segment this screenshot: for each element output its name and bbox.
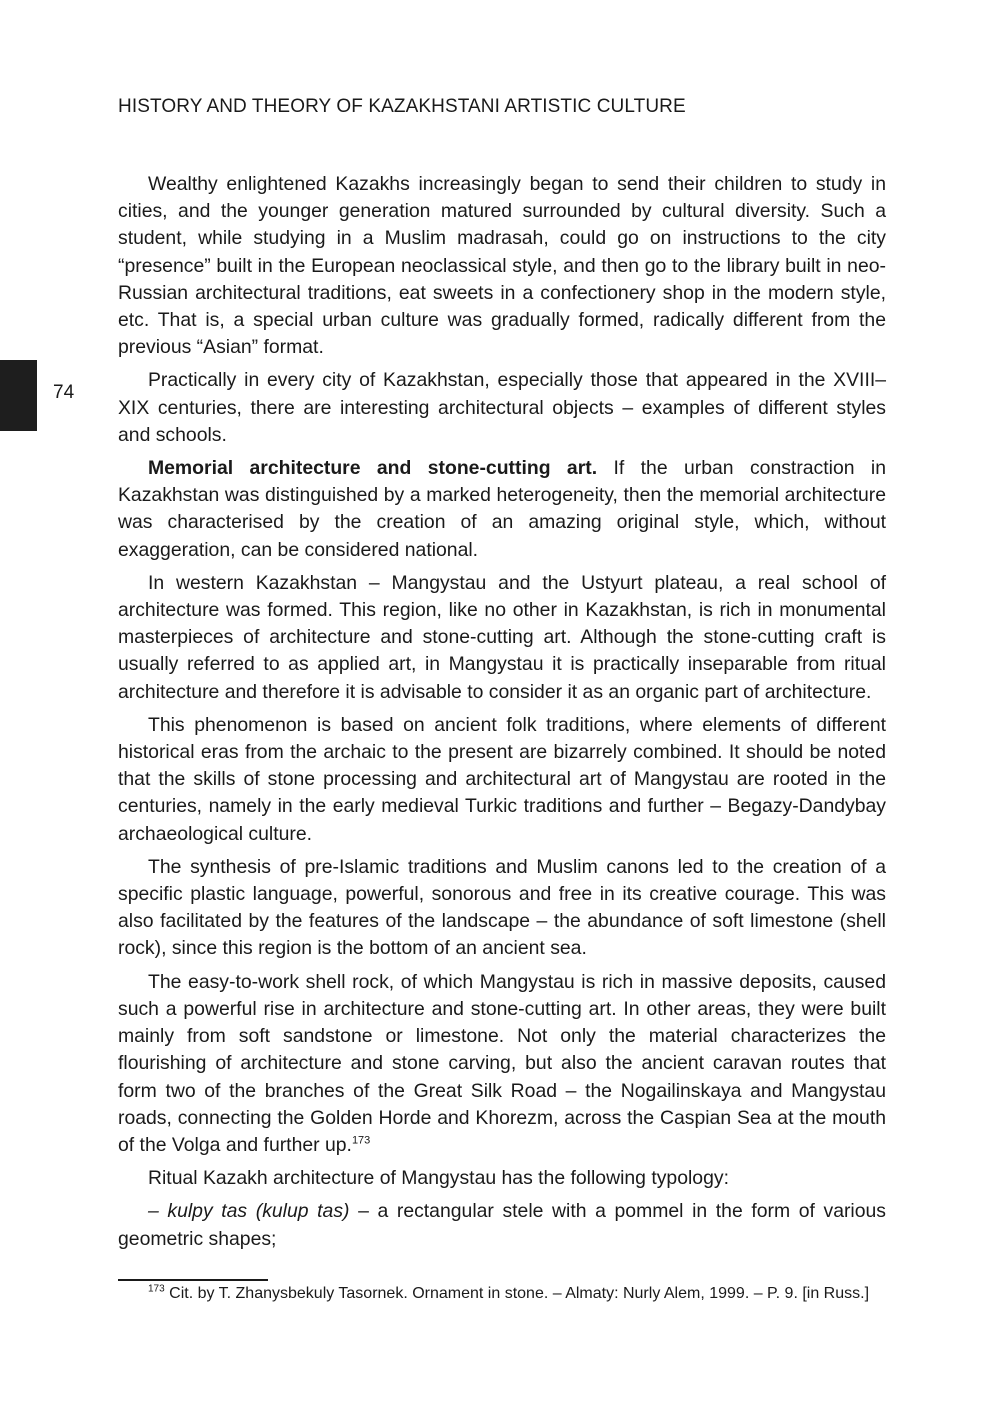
paragraph-shell-rock (118, 969, 886, 1159)
paragraph: This phenomenon is based on ancient folk traditions, where elements of different historical eras from the archaic to the present are bizarrely combined. It should be noted that the skills of stone processing and architectural art of Mangystau are rooted in the centuries, namely in the early medieval Turkic traditions and further – Begazy-Dandybay archaeological culture. (118, 713, 886, 845)
body-text (118, 171, 886, 1259)
typology-description: – a rectangular stele with a pommel in the form of various geometric shapes; (118, 1200, 887, 1250)
paragraph: In western Kazakhstan – Mangystau and the Ustyurt plateau, a real school of architecture was formed. This region, like no other in Kazakhstan, is rich in monumental masterpieces of architecture and stone-cutting art. Although the stone-cutting craft is usually referred to as applied art, in Mangystau it is practically inseparable from ritual architecture and therefore it is advisable to consider it as an organic part of architecture. (118, 571, 886, 703)
paragraph-text: If the urban constraction in Kazakhstan was distinguished by a marked heterogeneity, then the memorial architecture was characterised by the creation of an amazing original style, which, without exaggeration, can be considered national. (118, 457, 886, 561)
section-heading: Memorial architecture and stone-cutting art. (148, 457, 598, 480)
typology-dash: – (148, 1200, 168, 1223)
footnote-reference[interactable]: 173 (351, 1134, 371, 1147)
footnote-divider (118, 1279, 268, 1281)
page-edge-tab (0, 360, 37, 431)
paragraph-text: The easy-to-work shell rock, of which Mangystau is rich in massive deposits, caused such a powerful rise in architecture and stone-cutting art. In other areas, they were built mainly from soft sandstone or limestone. Not only the material characterizes the flourishing of architecture and stone carving, but also the ancient caravan routes that form two of the branches of the Great Silk Road – the Nogailinskaya and Mangystau roads, connecting the Golden Horde and Khorezm, across the Caspian Sea at the mouth of the Volga and further up. (118, 970, 886, 1156)
footnote-number: 173 (148, 1283, 165, 1295)
paragraph: Ritual Kazakh architecture of Mangystau has the following typology: (148, 1167, 729, 1190)
typology-term: kulpy tas (kulup tas) (167, 1200, 350, 1223)
page-number: 74 (53, 382, 75, 403)
typology-list-item (118, 1198, 886, 1252)
paragraph: The synthesis of pre-Islamic traditions and Muslim canons led to the creation of a specific plastic language, powerful, sonorous and free in its creative courage. This was also facilitated by the features of the landscape – the abundance of soft limestone (shell rock), since this region is the bottom of an ancient sea. (118, 855, 886, 960)
paragraph-memorial (118, 455, 886, 564)
footnote-text: Cit. by T. Zhanysbekuly Tasornek. Ornament in stone. – Almaty: Nurly Alem, 1999. – P. 9. [in Russ.] (164, 1285, 870, 1302)
running-header: HISTORY AND THEORY OF KAZAKHSTANI ARTISTIC CULTURE (118, 96, 686, 117)
paragraph: Practically in every city of Kazakhstan, especially those that appeared in the XVIII–XIX centuries, there are interesting architectural objects – examples of different styles and schools. (118, 369, 886, 446)
footnote (148, 1284, 888, 1304)
paragraph: Wealthy enlightened Kazakhs increasingly began to send their children to study in cities, and the younger generation matured surrounded by cultural diversity. Such a student, while studying in a Muslim madrasah, could go on instructions to the city “presence” built in the European neoclassical style, and then go to the library built in neo-Russian architectural traditions, eat sweets in a confectionery shop in the modern style, etc. That is, a special urban culture was gradually formed, radically different from the previous “Asian” format. (118, 173, 886, 359)
